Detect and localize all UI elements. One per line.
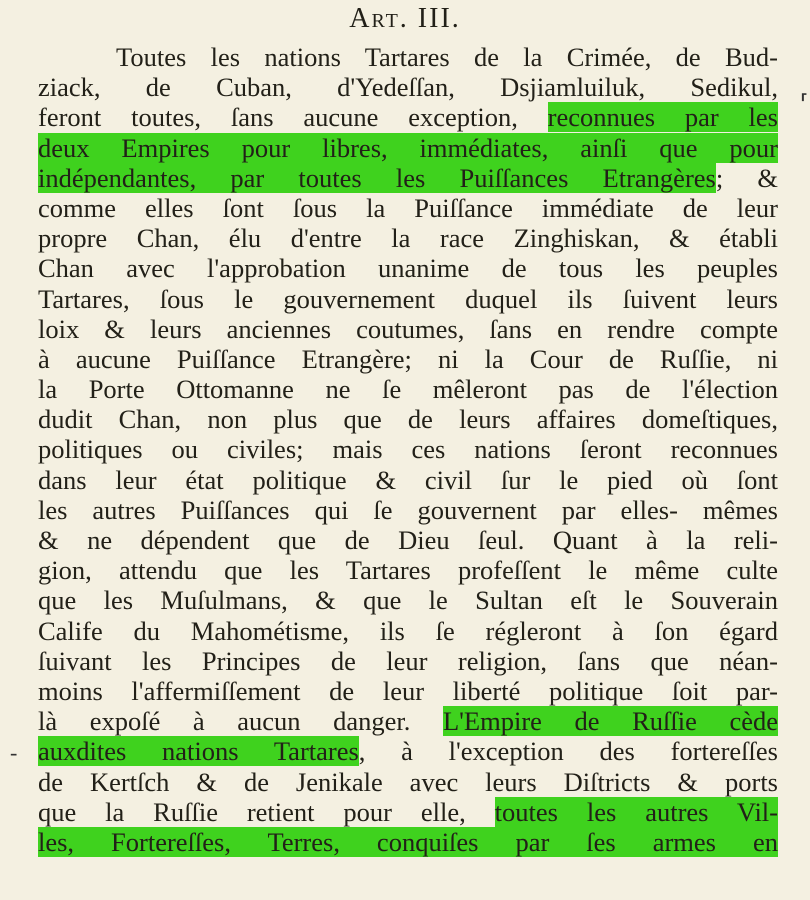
text-segment: Calife du Mahométisme, ils ſe régleront à ſon égard — [38, 615, 778, 646]
text-line — [38, 827, 778, 857]
text-line — [38, 193, 778, 223]
margin-bracket-mark: ⸢ — [800, 90, 809, 115]
text-segment: de Kertſch & de Jenikale avec leurs Diſtricts & ports — [38, 766, 778, 797]
text-line — [38, 163, 778, 193]
text-segment: gion, attendu que les Tartares profeſſent le même culte — [38, 555, 778, 586]
text-line — [38, 525, 778, 555]
text-segment: que les Muſulmans, & que le Sultan eſt le Souverain — [38, 585, 778, 616]
text-segment: à aucune Puiſſance Etrangère; ni la Cour de Ruſſie, ni — [38, 343, 778, 374]
text-line — [38, 706, 778, 736]
text-line — [38, 253, 778, 283]
text-segment: dudit Chan, non plus que de leurs affaires domeſtiques, — [38, 404, 778, 435]
highlighted-text: L'Empire de Ruſſie cède — [442, 706, 778, 737]
text-segment: les autres Puiſſances qui ſe gouvernent par elles- mêmes — [38, 494, 778, 525]
highlighted-text: indépendantes, par toutes les Puiſſances Etrangères — [38, 162, 716, 193]
article-body — [38, 42, 778, 857]
text-segment: ſuivant les Principes de leur religion, ſans que néan- — [38, 645, 778, 676]
text-segment: moins l'affermiſſement de leur liberté politique ſoit par- — [38, 675, 778, 706]
text-line — [38, 646, 778, 676]
text-line — [38, 585, 778, 615]
text-segment: Tartares, ſous le gouvernement duquel ils ſuivent leurs — [38, 283, 778, 314]
text-segment: ; & — [715, 162, 778, 193]
highlighted-text: les, Fortereſſes, Terres, conquiſes par ſes armes en — [38, 826, 778, 857]
highlighted-text: toutes les autres Vil- — [494, 796, 778, 827]
highlighted-text: reconnues par les — [547, 102, 778, 133]
text-line — [38, 495, 778, 525]
text-segment: que la Ruſſie retient pour elle, — [38, 796, 495, 827]
text-line — [38, 767, 778, 797]
text-segment: Toutes les nations Tartares de la Crimée, de Bud- — [116, 42, 778, 72]
text-line — [38, 404, 778, 434]
margin-dash-mark: - — [10, 740, 18, 765]
article-heading-text: Art. III. — [349, 3, 461, 34]
text-line — [38, 133, 778, 163]
text-line — [38, 314, 778, 344]
highlighted-text: auxdites nations Tartares — [38, 736, 359, 767]
text-segment: dans leur état politique & civil ſur le pied où ſont — [38, 464, 778, 495]
text-line — [38, 465, 778, 495]
text-segment: politiques ou civiles; mais ces nations ſeront reconnues — [38, 434, 778, 465]
text-line — [38, 736, 778, 766]
text-line — [38, 676, 778, 706]
text-line — [38, 555, 778, 585]
text-segment: comme elles ſont ſous la Puiſſance immédiate de leur — [38, 192, 778, 223]
article-heading — [0, 4, 810, 34]
text-line — [38, 344, 778, 374]
text-segment: Chan avec l'approbation unanime de tous les peuples — [38, 253, 778, 284]
text-line — [38, 102, 778, 132]
text-line — [38, 374, 778, 404]
highlighted-text: deux Empires pour libres, immédiates, ainſi que pour — [38, 132, 778, 163]
text-line — [38, 616, 778, 646]
text-line — [38, 72, 778, 102]
text-segment: , à l'exception des fortereſſes — [358, 736, 778, 767]
text-line — [38, 42, 778, 72]
text-line — [38, 434, 778, 464]
text-segment: feront toutes, ſans aucune exception, — [38, 102, 548, 133]
text-line — [38, 223, 778, 253]
text-segment: propre Chan, élu d'entre la race Zinghiskan, & établi — [38, 223, 778, 254]
text-segment: la Porte Ottomanne ne ſe mêleront pas de l'élection — [38, 374, 778, 405]
text-line — [38, 284, 778, 314]
text-segment: là expoſé à aucun danger. — [38, 706, 443, 737]
text-segment: ziack, de Cuban, d'Yedeſſan, Dsjiamluiluk, Sedikul, — [38, 72, 778, 103]
text-segment: loix & leurs anciennes coutumes, ſans en rendre compte — [38, 313, 778, 344]
text-line — [38, 797, 778, 827]
text-segment: & ne dépendent que de Dieu ſeul. Quant à la reli- — [38, 525, 778, 555]
